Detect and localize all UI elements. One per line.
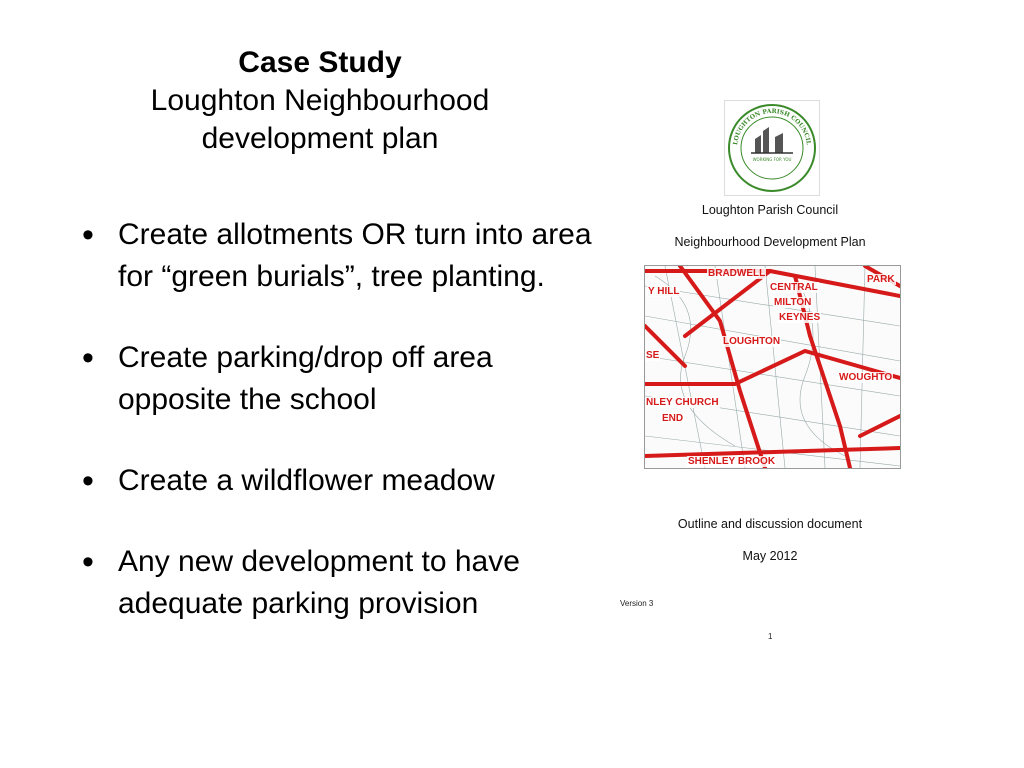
council-name: Loughton Parish Council bbox=[701, 203, 839, 217]
date-text: May 2012 bbox=[742, 549, 798, 563]
bullet-text: Create parking/drop off area opposite the school bbox=[118, 341, 493, 416]
map-label-se: SE bbox=[646, 350, 660, 361]
parish-council-logo bbox=[724, 100, 820, 196]
map-label-shenley-church: NLEY CHURCH bbox=[646, 397, 719, 408]
bullet-item bbox=[72, 460, 592, 502]
bullet-item bbox=[72, 214, 592, 298]
title-line-3: development plan bbox=[201, 122, 439, 155]
bullet-icon: • bbox=[82, 216, 94, 254]
bullet-icon: • bbox=[82, 462, 94, 500]
map-label-park: PARK bbox=[867, 274, 895, 285]
bullet-text: Any new development to have adequate parking provision bbox=[118, 545, 520, 620]
logo-seal-icon bbox=[725, 101, 819, 195]
logo-motto: WORKING FOR YOU bbox=[752, 157, 792, 162]
bullet-icon: • bbox=[82, 543, 94, 581]
map-label-central: CENTRAL bbox=[770, 282, 818, 293]
bullet-text: Create allotments OR turn into area for “green burials”, tree planting. bbox=[118, 218, 592, 293]
map-label-keynes: KEYNES bbox=[779, 312, 821, 323]
neighbourhood-map bbox=[644, 265, 901, 469]
document-cover-image bbox=[600, 90, 940, 650]
bullet-text: Create a wildflower meadow bbox=[118, 464, 495, 497]
map-label-end: END bbox=[662, 413, 684, 424]
outline-text: Outline and discussion document bbox=[677, 517, 863, 531]
map-label-milton: MILTON bbox=[774, 297, 812, 308]
plan-title: Neighbourhood Development Plan bbox=[674, 235, 866, 249]
bullet-icon: • bbox=[82, 339, 94, 377]
slide-title bbox=[60, 44, 580, 158]
map-label-loughton: LOUGHTON bbox=[723, 336, 781, 347]
map-label-hill: Y HILL bbox=[648, 286, 680, 297]
title-line-2: Loughton Neighbourhood bbox=[150, 84, 490, 117]
bullet-item bbox=[72, 337, 592, 421]
version-text: Version 3 bbox=[620, 599, 654, 608]
bullet-list bbox=[72, 214, 592, 664]
title-case-study: Case Study bbox=[238, 46, 402, 79]
map-label-shenley-brook: SHENLEY BROOK bbox=[688, 456, 776, 467]
map-label-bradwell: BRADWELL bbox=[708, 268, 766, 279]
map-label-woughton: WOUGHTO bbox=[839, 372, 893, 383]
bullet-item bbox=[72, 541, 592, 625]
logo-ring-text: LOUGHTON PARISH COUNCIL bbox=[732, 107, 812, 146]
page-number: 1 bbox=[768, 632, 773, 641]
